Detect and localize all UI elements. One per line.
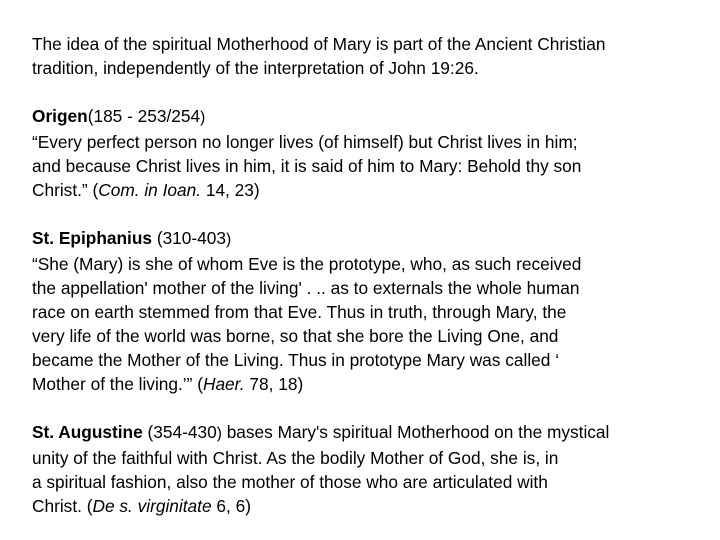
paragraph-text: bases Mary's spiritual Motherhood on the mystical <box>221 422 610 442</box>
quote-line: the appellation' mother of the living' . .. as to externals the whole human <box>32 278 580 298</box>
augustine-paragraph <box>32 420 718 518</box>
quote-line: “Every perfect person no longer lives (of himself) but Christ lives in him; <box>32 132 578 152</box>
paragraph-text: Christ. ( <box>32 496 93 516</box>
author-dates-end: ) <box>200 109 206 126</box>
paragraph-line: a spiritual fashion, also the mother of those who are articulated with <box>32 472 548 492</box>
author-name: St. Epiphanius <box>32 228 153 248</box>
citation-title: Haer. <box>202 374 245 394</box>
author-dates-end: ) <box>216 425 222 442</box>
author-dates: (354-430 <box>142 422 217 442</box>
quote-text: Christ.” ( <box>32 180 99 200</box>
origen-paragraph <box>32 104 718 202</box>
intro-line: The idea of the spiritual Motherhood of Mary is part of the Ancient Christian <box>32 34 606 54</box>
paragraph-line: unity of the faithful with Christ. As the bodily Mother of God, she is, in <box>32 448 559 468</box>
quote-line: race on earth stemmed from that Eve. Thus in truth, through Mary, the <box>32 302 567 322</box>
quote-line: became the Mother of the Living. Thus in prototype Mary was called ‘ <box>32 350 560 370</box>
author-dates-end: ) <box>226 231 232 248</box>
quote-line: very life of the world was borne, so that she bore the Living One, and <box>32 326 559 346</box>
augustine-heading <box>32 420 718 446</box>
quote-line: “She (Mary) is she of whom Eve is the prototype, who, as such received <box>32 254 582 274</box>
epiphanius-heading <box>32 226 718 252</box>
author-name: Origen <box>32 106 88 126</box>
intro-line: tradition, independently of the interpretation of John 19:26. <box>32 58 479 78</box>
citation-ref: 14, 23) <box>201 180 260 200</box>
author-dates: (185 - 253/254 <box>87 106 201 126</box>
citation-title: De s. virginitate <box>92 496 212 516</box>
origen-heading <box>32 104 718 130</box>
author-name: St. Augustine <box>32 422 143 442</box>
citation-ref: 6, 6) <box>211 496 251 516</box>
quote-slide <box>32 32 718 518</box>
citation-title: Com. in Ioan. <box>98 180 202 200</box>
citation-ref: 78, 18) <box>244 374 304 394</box>
intro-paragraph <box>32 32 718 80</box>
quote-text: Mother of the living.’” ( <box>32 374 203 394</box>
quote-line <box>32 178 718 202</box>
author-dates: (310-403 <box>152 228 226 248</box>
paragraph-line <box>32 494 718 518</box>
quote-line: and because Christ lives in him, it is said of him to Mary: Behold thy son <box>32 156 582 176</box>
quote-line <box>32 372 718 396</box>
epiphanius-paragraph <box>32 226 718 396</box>
